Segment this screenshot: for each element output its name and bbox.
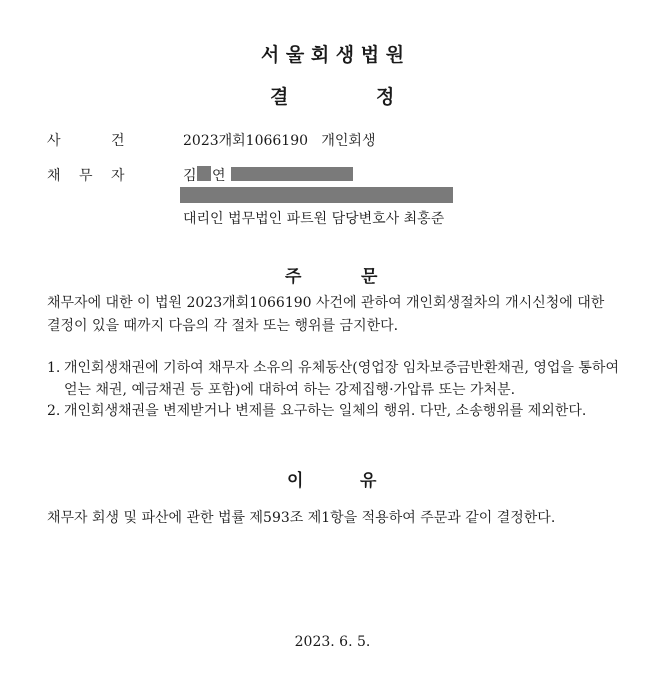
order-item-number: 1.: [47, 360, 61, 376]
debtor-name-last: 연: [212, 168, 226, 184]
redaction-name: [197, 166, 211, 181]
order-title-char-1: 주: [285, 267, 302, 287]
court-name: 서 울 회 생 법 원: [260, 44, 405, 66]
debtor-label-char-2: 무: [79, 168, 93, 184]
debtor-label-char-3: 자: [111, 168, 125, 184]
decision-date: 2023. 6. 5.: [294, 634, 371, 650]
redaction-id: [231, 167, 353, 181]
order-item-text: 개인회생채권을 변제받거나 변제를 요구하는 일체의 행위. 다만, 소송행위를 제외한다.: [64, 403, 587, 419]
reason-title-char-1: 이: [287, 471, 304, 491]
document-type-char-2: 정: [376, 86, 395, 108]
document-type-char-1: 결: [270, 86, 289, 108]
order-text: 채무자에 대한 이 법원 2023개회1066190 사건에 관하여 개인회생절차의 개시신청에 대한 결정이 있을 때까지 다음의 각 절차 또는 행위를 금지한다.: [47, 295, 605, 334]
case-number: 2023개회1066190 개인회생: [183, 133, 376, 149]
case-label-char-2: 건: [111, 133, 125, 149]
debtor-agent: 대리인 법무법인 파트원 담당변호사 최홍준: [183, 211, 445, 227]
debtor-label-char-1: 채: [47, 168, 61, 184]
order-item-number: 2.: [47, 403, 61, 419]
order-title-char-2: 문: [361, 267, 378, 287]
reason-text: 채무자 회생 및 파산에 관한 법률 제593조 제1항을 적용하여 주문과 같이 결정한다.: [47, 510, 556, 526]
redaction-address: [180, 187, 453, 203]
debtor-name-first: 김: [183, 168, 197, 184]
order-item-text: 개인회생채권에 기하여 채무자 소유의 유체동산(영업장 임차보증금반환채권, 영업을 통하여 얻는 채권, 예금채권 등 포함)에 대하여 하는 강제집행·가압류 또는 가처분.: [64, 360, 619, 398]
case-label-char-1: 사: [47, 133, 61, 149]
reason-title-char-2: 유: [360, 471, 377, 491]
